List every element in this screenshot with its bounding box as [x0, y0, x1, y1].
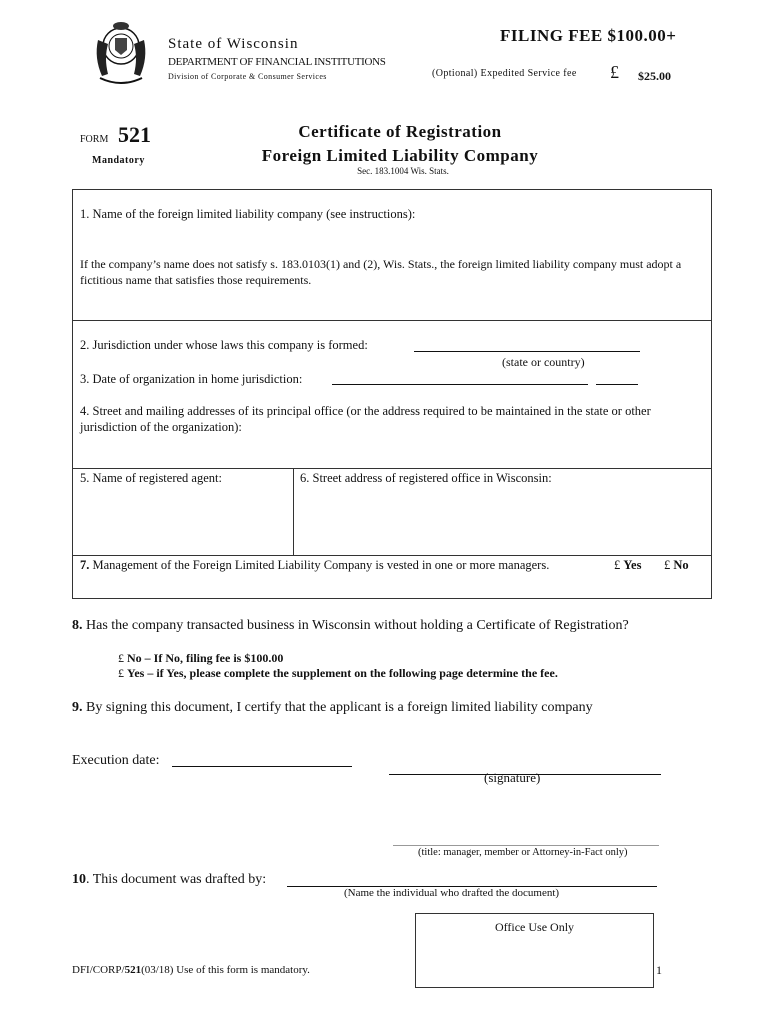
- item-1-note: If the company’s name does not satisfy s. 183.0103(1) and (2), Wis. Stats., the foreign limited liability company must adopt a fictitious name that satisfies those requirements.: [80, 257, 682, 287]
- item-9: 9. By signing this document, I certify that the applicant is a foreign limited liability company: [72, 700, 593, 715]
- office-use-label: Office Use Only: [494, 920, 575, 934]
- expedited-label: (Optional) Expedited Service fee: [432, 68, 577, 79]
- state-name: State of Wisconsin: [168, 36, 299, 52]
- yes-option[interactable]: £ Yes: [614, 558, 642, 572]
- execution-date-label: Execution date:: [72, 753, 160, 768]
- footer-code: DFI/CORP/521(03/18) Use of this form is mandatory.: [72, 964, 310, 976]
- execution-date-field[interactable]: [172, 766, 352, 767]
- item-7: 7. Management of the Foreign Limited Liability Company is vested in one or more managers.: [80, 558, 550, 572]
- form-fields-box: [72, 189, 712, 599]
- expedited-amount: $25.00: [638, 69, 671, 83]
- organization-date-field[interactable]: [332, 384, 588, 385]
- item-3: 3. Date of organization in home jurisdiction:: [80, 372, 303, 386]
- page-number: 1: [656, 963, 662, 977]
- item-8-yes-option[interactable]: £ Yes – if Yes, please complete the supplement on the following page determine the fee.: [118, 666, 558, 680]
- divider: [72, 320, 712, 321]
- expedited-checkbox[interactable]: £: [610, 62, 619, 82]
- title-label: (title: manager, member or Attorney-in-Fact only): [418, 847, 628, 858]
- statute-reference: Sec. 183.1004 Wis. Stats.: [357, 166, 449, 176]
- department-name: DEPARTMENT OF FINANCIAL INSTITUTIONS: [168, 56, 386, 68]
- form-title-line1: Certificate of Registration: [298, 122, 502, 141]
- jurisdiction-field[interactable]: [414, 351, 640, 352]
- division-name: Division of Corporate & Consumer Services: [168, 72, 327, 81]
- wisconsin-state-seal-icon: [86, 18, 156, 88]
- title-field[interactable]: [393, 845, 659, 846]
- item-2: 2. Jurisdiction under whose laws this company is formed:: [80, 338, 368, 352]
- form-number: 521: [118, 122, 151, 147]
- divider: [72, 468, 712, 469]
- item-2-sub: (state or country): [502, 355, 585, 369]
- item-10: 10. This document was drafted by:: [72, 872, 267, 887]
- item-4: 4. Street and mailing addresses of its principal office (or the address required to be maintained in the state or other jurisdiction of the organization):: [80, 404, 651, 434]
- item-6: 6. Street address of registered office in Wisconsin:: [300, 471, 552, 485]
- drafter-sub-label: (Name the individual who drafted the document): [344, 887, 560, 899]
- organization-year-field[interactable]: [596, 384, 638, 385]
- no-option[interactable]: £ No: [664, 558, 689, 572]
- item-5: 5. Name of registered agent:: [80, 471, 222, 485]
- item-8: 8. Has the company transacted business in Wisconsin without holding a Certificate of Registration?: [72, 618, 629, 633]
- mandatory-label: Mandatory: [92, 155, 145, 166]
- office-use-box: [415, 913, 654, 988]
- divider: [293, 468, 294, 555]
- divider: [72, 555, 712, 556]
- item-8-no-option[interactable]: £ No – If No, filing fee is $100.00: [118, 651, 284, 665]
- form-title-line2: Foreign Limited Liability Company: [261, 146, 539, 165]
- form-label: FORM: [80, 134, 109, 145]
- item-1: 1. Name of the foreign limited liability company (see instructions):: [80, 207, 416, 221]
- filing-fee: FILING FEE $100.00+: [500, 26, 677, 45]
- signature-label: (signature): [484, 770, 541, 785]
